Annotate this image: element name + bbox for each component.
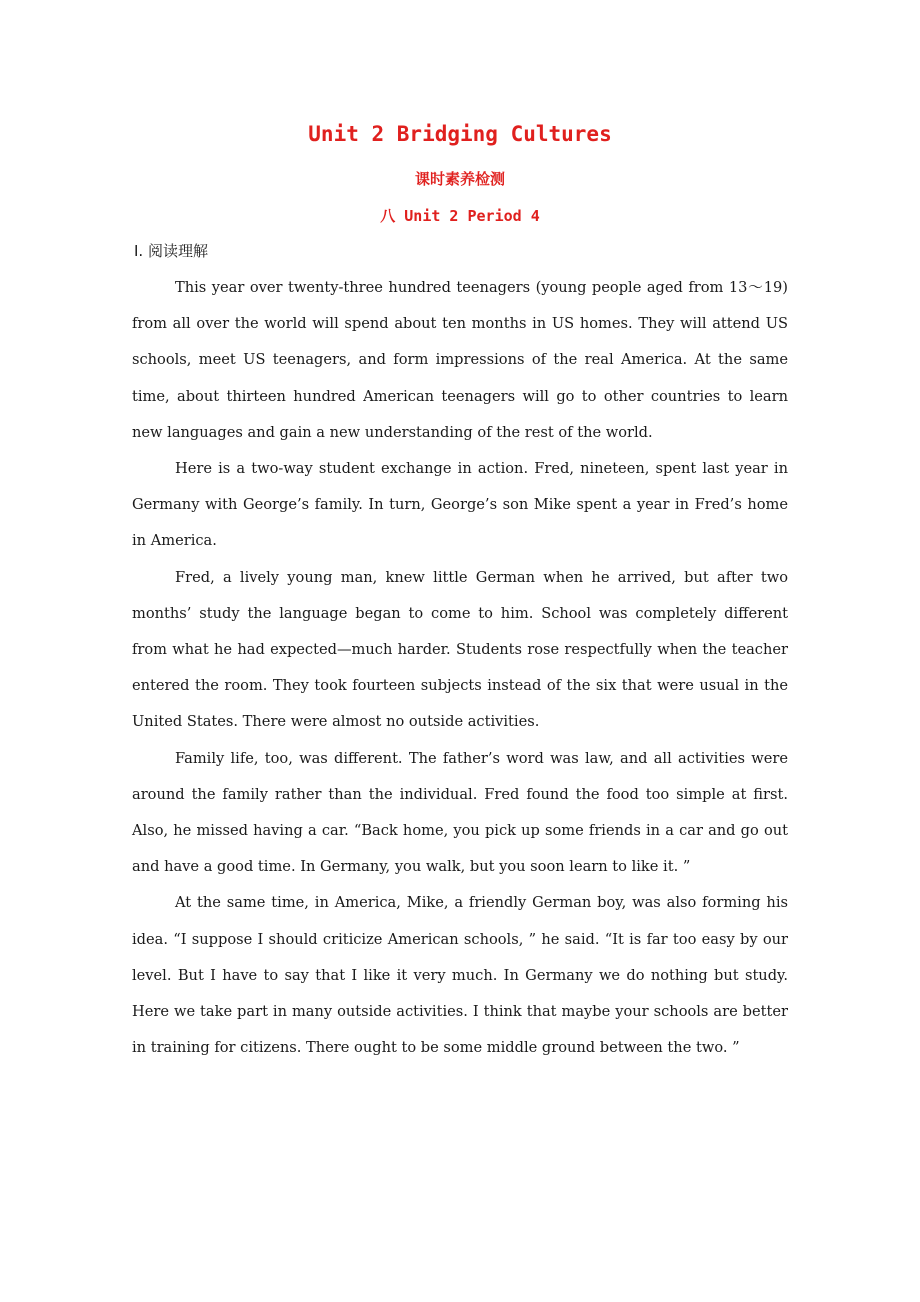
reading-passage (132, 270, 788, 1066)
paragraph: This year over twenty-three hundred teenagers (young people aged from 13～19) from all over the world will spend about ten months in US homes. They will attend US schools, meet US teenagers, and form impressions of the real America. At the same time, about thirteen hundred American teenagers will go to other countries to learn new languages and gain a new understanding of the rest of the world. (132, 279, 788, 441)
paragraph: Family life, too, was different. The father’s word was law, and all activities were around the family rather than the individual. Fred found the food too simple at first. Also, he missed having a car. “Back home, you pick up some friends in a car and go out and have a good time. In Germany, you walk, but you soon learn to like it. ” (132, 749, 788, 876)
period-label: 八 Unit 2 Period 4 (380, 207, 540, 225)
paragraph: Here is a two-way student exchange in action. Fred, nineteen, spent last year in Germany with George’s family. In turn, George’s son Mike spent a year in Fred’s home in America. (132, 460, 788, 550)
unit-title: Unit 2 Bridging Cultures (308, 122, 612, 146)
reading-comprehension-heading: Ⅰ. 阅读理解 (134, 242, 208, 260)
paragraph: At the same time, in America, Mike, a friendly German boy, was also forming his idea. “I suppose I should criticize American schools, ” he said. “It is far too easy by our level. But I have to say that I like it very much. In Germany we do nothing but study. Here we take part in many outside activities. I think that maybe your schools are better in training for citizens. There ought to be some middle ground between the two. ” (132, 894, 788, 1057)
paragraph: Fred, a lively young man, knew little German when he arrived, but after two months’ study the language began to come to him. School was completely different from what he had expected—much harder. Students rose respectfully when the teacher entered the room. They took fourteen subjects instead of the six that were usual in the United States. There were almost no outside activities. (132, 568, 788, 731)
section-subtitle: 课时素养检测 (414, 170, 505, 188)
